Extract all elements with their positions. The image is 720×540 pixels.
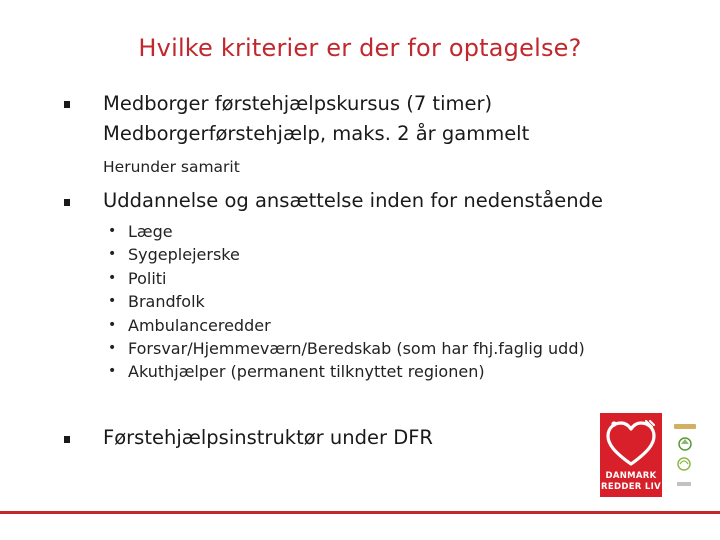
logo-text-line1: DANMARK [605,471,657,481]
bullet-icon: • [108,223,117,239]
bullet-icon: • [108,316,117,333]
list-item: • Forsvar/Hjemmeværn/Beredskab (som har fhj.faglig udd) [108,337,585,360]
list-item: • Sygeplejerske [108,243,585,266]
heart-logo-icon [600,415,662,471]
criterion-line: Førstehjælpsinstruktør under DFR [103,426,433,449]
criterion-note: Herunder samarit [103,158,240,176]
logo-text-line2: REDDER LIV [601,482,661,492]
slide-title: Hvilke kriterier er der for optagelse? [138,34,582,62]
criterion-line: Medborgerførstehjælp, maks. 2 år gammelt [103,122,530,145]
partner-logo-icon [668,418,708,498]
footer-rule [0,511,720,514]
bullet-icon: • [108,339,117,356]
criterion-line: Medborger førstehjælpskursus (7 timer) [103,92,493,115]
bullet-icon: • [108,363,117,380]
danmark-redder-liv-logo [600,413,662,497]
list-item: • Brandfolk [108,290,585,313]
bullet-icon: • [108,269,117,286]
square-bullet-icon [64,101,70,108]
list-item: • Akuthjælper (permanent tilknyttet regionen) [108,360,585,383]
partner-logos [668,418,708,498]
list-item: • Politi [108,267,585,290]
square-bullet-icon [64,436,70,443]
square-bullet-icon [64,199,70,206]
bullet-icon: • [108,293,117,310]
bullet-icon: • [108,246,117,263]
list-item: • Læge [108,220,585,243]
list-item: • Ambulanceredder [108,314,585,337]
profession-list [108,220,585,384]
criterion-line: Uddannelse og ansættelse inden for nedenstående [103,189,603,212]
